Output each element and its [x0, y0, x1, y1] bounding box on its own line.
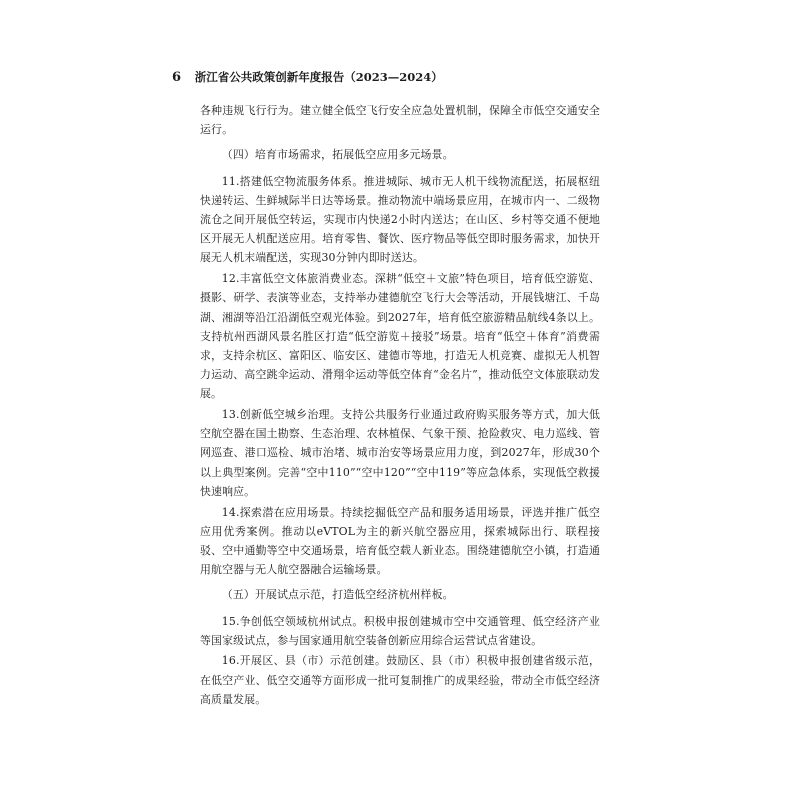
paragraph-item-15: 15.争创低空领域杭州试点。积极申报创建城市空中交通管理、低空经济产业等国家级试点，参与国家通用航空装备创新应用综合运营试点省建设。 [200, 614, 600, 647]
paragraph-continued: 各种违规飞行行为。建立健全低空飞行安全应急处置机制，保障全市低空交通安全运行。 [200, 104, 600, 137]
running-header [172, 70, 443, 85]
running-title: 浙江省公共政策创新年度报告（2023—2024） [194, 70, 443, 84]
paragraph-item-14: 14.探索潜在应用场景。持续挖掘低空产品和服务适用场景，评选并推广低空应用优秀案例。推动以eVTOL为主的新兴航空器应用，探索城际出行、联程接驳、空中通勤等空中交通场景，培育低空载人新业态。围绕建德航空小镇，打造通用航空器与无人航空器融合运输场景。 [200, 505, 600, 577]
paragraph-item-11: 11.搭建低空物流服务体系。推进城际、城市无人机干线物流配送，拓展枢纽快递转运、生鲜城际半日达等场景。推动物流中端场景应用，在城市内一、二级物流仓之间开展低空转运，实现市内快递2小时内送达；在山区、乡村等交通不便地区开展无人机配送应用。培育零售、餐饮、医疗物品等低空即时服务需求，加快开展无人机末端配送，实现30分钟内即时送达。 [200, 174, 600, 265]
paragraph-item-13: 13.创新低空城乡治理。支持公共服务行业通过政府购买服务等方式，加大低空航空器在国土勘察、生态治理、农林植保、气象干预、抢险救灾、电力巡线、管网巡查、港口巡检、城市治堵、城市治安等场景应用力度，到2027年，形成30个以上典型案例。完善“空中110”“空中120”“空中119”等应急体系，实现低空救援快速响应。 [200, 408, 600, 498]
section-heading-4: （四）培育市场需求，拓展低空应用多元场景。 [221, 148, 454, 162]
body-text [200, 101, 600, 711]
paragraph-item-16: 16.开展区、县（市）示范创建。鼓励区、县（市）积极申报创建省级示范，在低空产业、低空交通等方面形成一批可复制推广的成果经验，带动全市低空经济高质量发展。 [200, 654, 600, 706]
paragraph-item-12: 12.丰富低空文体旅消费业态。深耕“低空＋文旅”特色项目，培育低空游览、摄影、研学、表演等业态，支持举办建德航空飞行大会等活动，开展钱塘江、千岛湖、湘湖等沿江沿湖低空观光体验。到2027年，培育低空旅游精品航线4条以上。支持杭州西湖风景名胜区打造“低空游览＋接驳”场景。培育“低空＋体育”消费需求，支持余杭区、富阳区、临安区、建德市等地，打造无人机竞赛、虚拟无人机智力运动、高空跳伞运动、滑翔伞运动等低空体育“金名片”，推动低空文体旅联动发展。 [200, 272, 600, 401]
section-heading-5: （五）开展试点示范，打造低空经济杭州样板。 [221, 588, 454, 602]
page-number: 6 [172, 70, 182, 85]
